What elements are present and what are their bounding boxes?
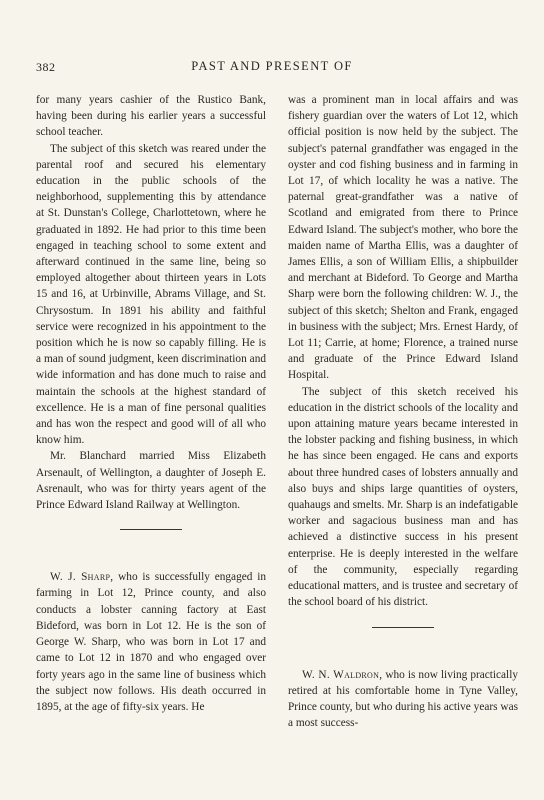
section-divider bbox=[120, 529, 182, 530]
paragraph: The subject of this sketch was reared under the parental roof and secured his elementary education in the public schools of the neighborhood, supplementing this by attendance at St. Dunstan's College, Charlottetown, where he graduated in 1892. He had prior to this time been engaged in teaching school to some extent and afterward continued in the same line, being so employed altogether about thirteen years in Lots 15 and 16, at Urbinville, Abrams Village, and St. Chrysostum. In 1891 his ability and faithful service were recognized in his appointment to the position which he is now so capably filling. He is a man of sound judgment, keen discrimination and wide information and has done much to raise and maintain the schools at the highest standard of excellence. He is a man of fine personal qualities and has won the respect and good will of all who know him. bbox=[36, 142, 266, 447]
biography-name: W. J. Sharp, bbox=[50, 571, 114, 584]
paragraph-text: who is now living practically retired at his comfortable home in Tyne Valley, Prince county, but who during his active years was a most success- bbox=[288, 668, 518, 730]
biography-name: W. N. Waldron, bbox=[302, 668, 383, 681]
left-column bbox=[36, 92, 266, 715]
paragraph: The subject of this sketch received his education in the district schools of the locality and upon attaining mature years became interested in the lobster packing and fishing business, in which he has since been engaged. He cans and exports about three hundred cases of lobsters annually and also buys and ships large quantities of oysters, quahaugs and smelts. Mr. Sharp is an indefatigable worker and sagacious business man and has achieved a distinctive success in his present enterprise. He is deeply interested in the welfare of the community, especially regarding educational matters, and is trustee and secretary of the school board of his district. bbox=[288, 385, 518, 609]
paragraph-text: who is successfully engaged in farming in Lot 12, Prince county, and also conducts a lobster canning factory at East Bideford, was born in Lot 12. He is the son of George W. Sharp, who was born in Lot 17 and came to Lot 12 in 1870 and who engaged over forty years ago in the same line of business which the subject now follows. His death occurred in 1895, at the age of fifty-six years. He bbox=[36, 571, 266, 713]
running-title: PAST AND PRESENT OF bbox=[191, 59, 353, 73]
section-divider bbox=[372, 627, 434, 628]
paragraph bbox=[36, 569, 266, 715]
paragraph: Mr. Blanchard married Miss Elizabeth Arsenault, of Wellington, a daughter of Joseph E. Asrenault, who was for thirty years agent of the Prince Edward Island Railway at Wellington. bbox=[36, 450, 266, 512]
paragraph bbox=[288, 667, 518, 732]
paragraph: for many years cashier of the Rustico Bank, having been during his earlier years a successful school teacher. bbox=[36, 94, 266, 139]
right-column bbox=[288, 92, 518, 731]
paragraph: was a prominent man in local affairs and was fishery guardian over the waters of Lot 12, which official position is now held by the subject. The subject's paternal grandfather was engaged in the oyster and cod fishing business and in farming in Lot 17, of which locality he was a native. The paternal great-grandfather was a native of Scotland and emigrated from there to Prince Edward Island. The subject's mother, who bore the maiden name of Martha Ellis, was a daughter of James Ellis, a son of William Ellis, a shipbuilder and merchant at Bideford. To George and Martha Sharp were born the following children: W. J., the subject of this sketch; Shelton and Frank, engaged in business with the subject; Mrs. Ernest Hardy, of Lot 11; Carrie, at home; Florence, a trained nurse and graduate of the Prince Edward Island Hospital. bbox=[288, 94, 518, 382]
page-number: 382 bbox=[36, 60, 56, 74]
